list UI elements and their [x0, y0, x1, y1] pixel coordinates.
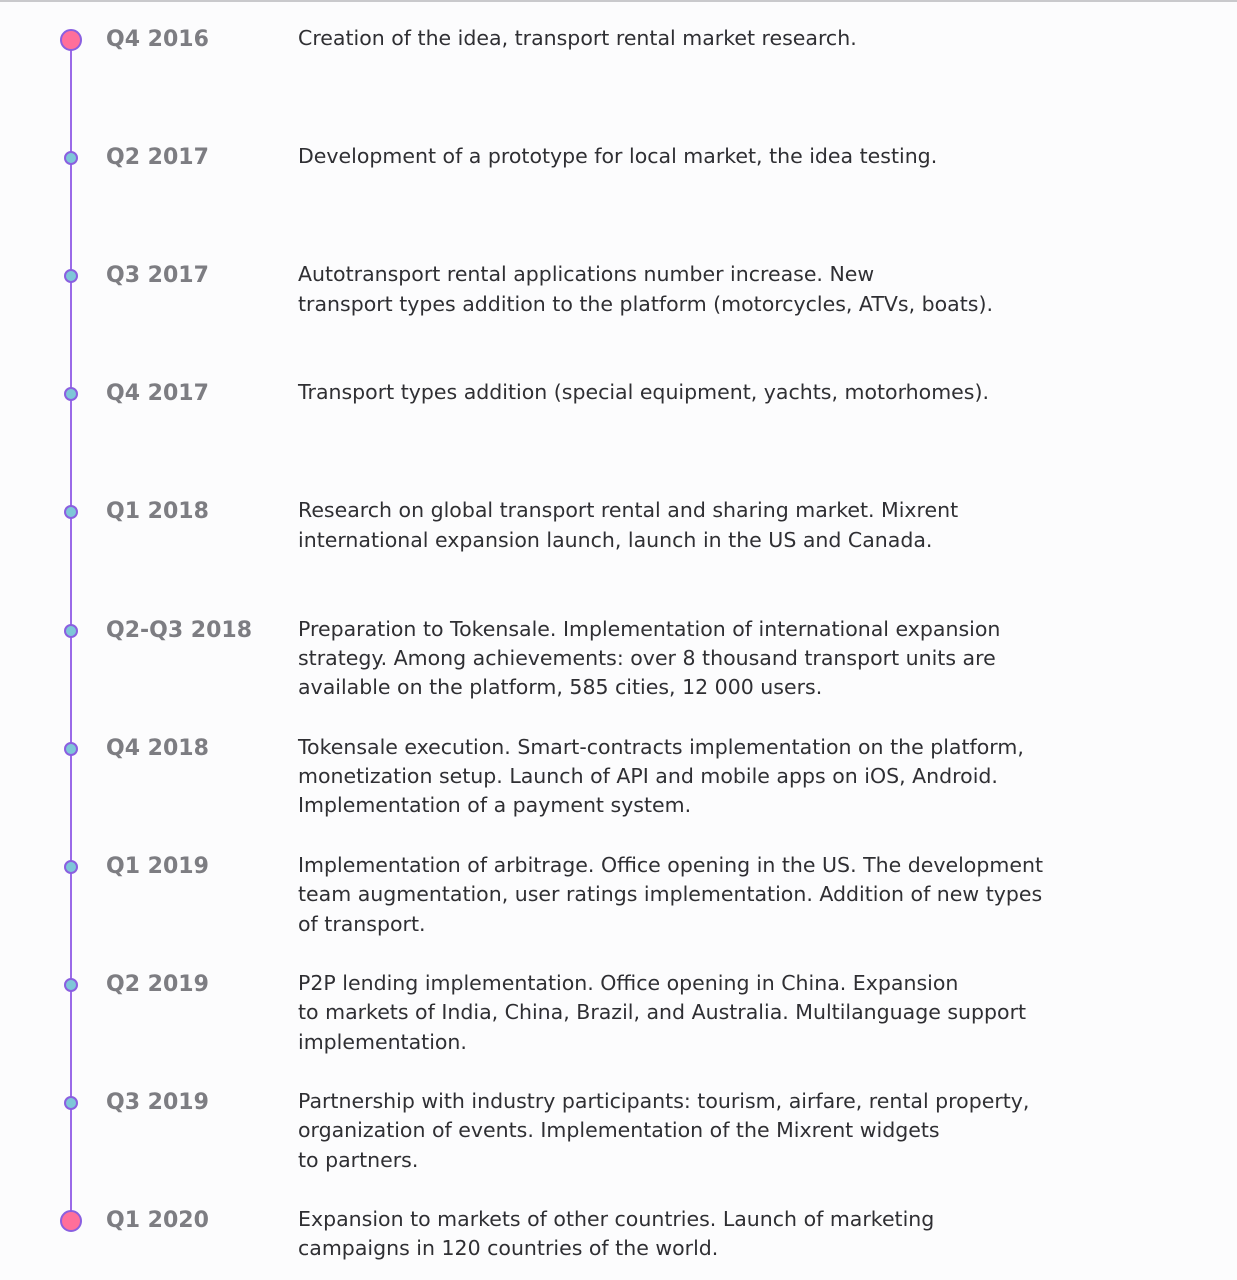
- milestone-marker: [60, 29, 82, 51]
- milestone-marker: [64, 387, 78, 401]
- milestone-description: Development of a prototype for local market, the idea testing.: [298, 144, 938, 169]
- milestone-description: P2P lending implementation. Office opening in China. Expansion to markets of India, China, Brazil, and Australia. Multilanguage support implementation.: [298, 970, 1027, 1054]
- top-divider: [0, 0, 1237, 2]
- milestone-description: Partnership with industry participants: tourism, airfare, rental property, organization of events. Implementation of the Mixrent widgets to partners.: [298, 1088, 1030, 1172]
- milestone-date: Q4 2017: [106, 381, 209, 407]
- milestone-date: Q4 2016: [106, 27, 209, 52]
- milestone-marker: [64, 742, 78, 756]
- milestone-date: Q3 2019: [106, 1089, 209, 1115]
- milestone-marker: [64, 978, 78, 992]
- milestone-date: Q1 2019: [106, 853, 209, 879]
- milestone-description: Autotransport rental applications number increase. New transport types addition to the platform (motorcycles, ATVs, boats).: [298, 262, 993, 316]
- milestone-description: Preparation to Tokensale. Implementation of international expansion strategy. Among achievements: over 8 thousand transport units are available on the platform, 585 cities, 12 000 users.: [298, 616, 1001, 700]
- milestone-date: Q4 2018: [106, 735, 209, 761]
- milestone-description: Expansion to markets of other countries. Launch of marketing campaigns in 120 countries of the world.: [298, 1207, 935, 1261]
- milestone-marker: [64, 151, 78, 165]
- milestone-marker: [60, 1210, 82, 1232]
- milestone-marker: [64, 505, 78, 519]
- milestone-description: Research on global transport rental and sharing market. Mixrent international expansion launch, launch in the US and Canada.: [298, 498, 959, 552]
- milestone-description: Creation of the idea, transport rental market research.: [298, 26, 857, 50]
- milestone-date: Q1 2018: [106, 499, 209, 525]
- milestone-marker: [64, 269, 78, 283]
- milestone-description: Tokensale execution. Smart-contracts implementation on the platform, monetization setup. Launch of API and mobile apps on iOS, Android. Implementation of a payment system.: [298, 734, 1024, 818]
- milestone-date: Q2 2019: [106, 971, 209, 997]
- milestone-marker: [64, 860, 78, 874]
- milestone-description: Transport types addition (special equipment, yachts, motorhomes).: [298, 380, 989, 405]
- milestone-marker: [64, 1096, 78, 1110]
- milestone-date: Q2 2017: [106, 145, 209, 171]
- milestone-date: Q3 2017: [106, 263, 209, 289]
- milestone-marker: [64, 624, 78, 638]
- milestone-date: Q1 2020: [106, 1208, 209, 1233]
- milestone-date: Q2-Q3 2018: [106, 617, 253, 643]
- milestone-description: Implementation of arbitrage. Office opening in the US. The development team augmentation, user ratings implementation. Addition of new types of transport.: [298, 852, 1043, 936]
